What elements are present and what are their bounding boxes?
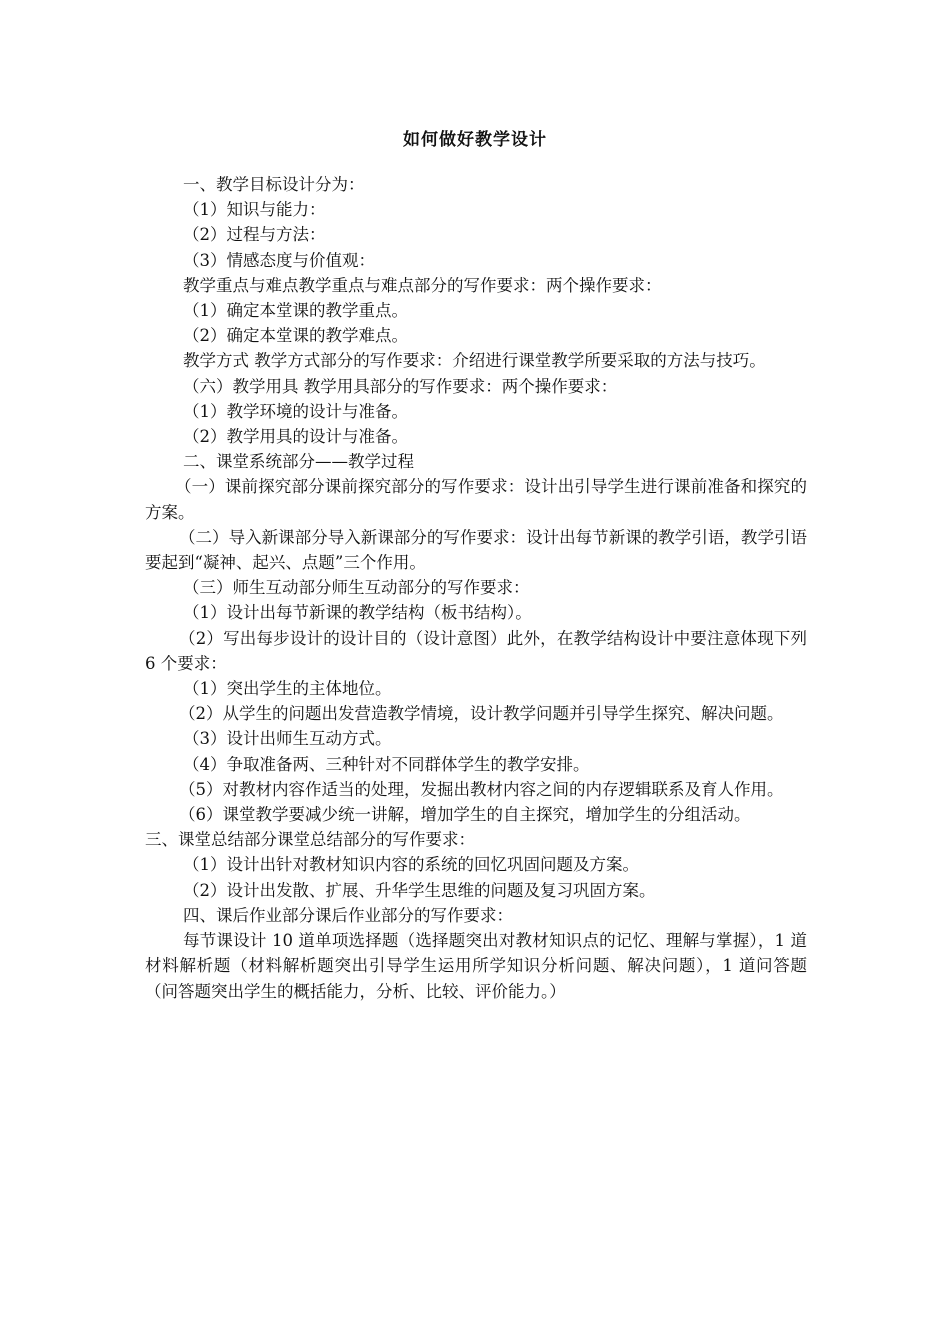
paragraph: 教学方式 教学方式部分的写作要求：介绍进行课堂教学所要采取的方法与技巧。 (183, 351, 766, 371)
paragraph: （3）情感态度与价值观： (183, 250, 375, 270)
paragraph: 二、课堂系统部分——教学过程 (183, 452, 414, 472)
paragraph: （1）突出学生的主体地位。 (183, 679, 392, 699)
paragraph: （一）课前探究部分课前探究部分的写作要求：设计出引导学生进行课前准备和探究的方案。 (145, 477, 807, 522)
paragraph: （4）争取准备两、三种针对不同群体学生的教学安排。 (183, 754, 590, 774)
paragraph: （3）设计出师生互动方式。 (183, 729, 392, 749)
paragraph: （六）教学用具 教学用具部分的写作要求：两个操作要求： (183, 376, 618, 396)
paragraph: （2）确定本堂课的教学难点。 (183, 326, 408, 346)
paragraph: （1）确定本堂课的教学重点。 (183, 301, 408, 321)
paragraph: 四、课后作业部分课后作业部分的写作要求： (183, 905, 513, 925)
paragraph: （2）设计出发散、扩展、升华学生思维的问题及复习巩固方案。 (183, 880, 656, 900)
paragraph: （2）教学用具的设计与准备。 (183, 427, 408, 447)
paragraph: （1）设计出针对教材知识内容的系统的回忆巩固问题及方案。 (183, 855, 639, 875)
paragraph: （2）过程与方法： (183, 225, 326, 245)
paragraph: （6）课堂教学要减少统一讲解，增加学生的自主探究，增加学生的分组活动。 (179, 805, 751, 825)
paragraph: （2）写出每步设计的设计目的（设计意图）此外，在教学结构设计中要注意体现下列 6 个要求： (145, 628, 807, 673)
paragraph: 每节课设计 10 道单项选择题（选择题突出对教材知识点的记忆、理解与掌握），1 道材料解析题（材料解析题突出引导学生运用所学知识分析问题、解决问题），1 道问答题（问答题突出学生的概括能力，分析、比较、评价能力。） (145, 931, 807, 1001)
paragraph: （5）对教材内容作适当的处理，发掘出教材内容之间的内存逻辑联系及育人作用。 (179, 779, 784, 799)
paragraph: （1）知识与能力： (183, 200, 326, 220)
paragraph: 教学重点与难点教学重点与难点部分的写作要求：两个操作要求： (183, 275, 662, 295)
paragraph: 一、教学目标设计分为： (183, 175, 365, 194)
document-body (145, 172, 807, 1004)
paragraph: 三、课堂总结部分课堂总结部分的写作要求： (145, 830, 475, 850)
paragraph: （三）师生互动部分师生互动部分的写作要求： (183, 578, 530, 598)
paragraph: （二）导入新课部分导入新课部分的写作要求：设计出每节新课的教学引语，教学引语要起到“凝神、起兴、点题”三个作用。 (145, 527, 807, 573)
paragraph: （1）设计出每节新课的教学结构（板书结构）。 (183, 603, 532, 623)
paragraph: （2）从学生的问题出发营造教学情境，设计教学问题并引导学生探究、解决问题。 (179, 704, 784, 724)
paragraph: （1）教学环境的设计与准备。 (183, 401, 408, 421)
document-title: 如何做好教学设计 (403, 130, 547, 150)
